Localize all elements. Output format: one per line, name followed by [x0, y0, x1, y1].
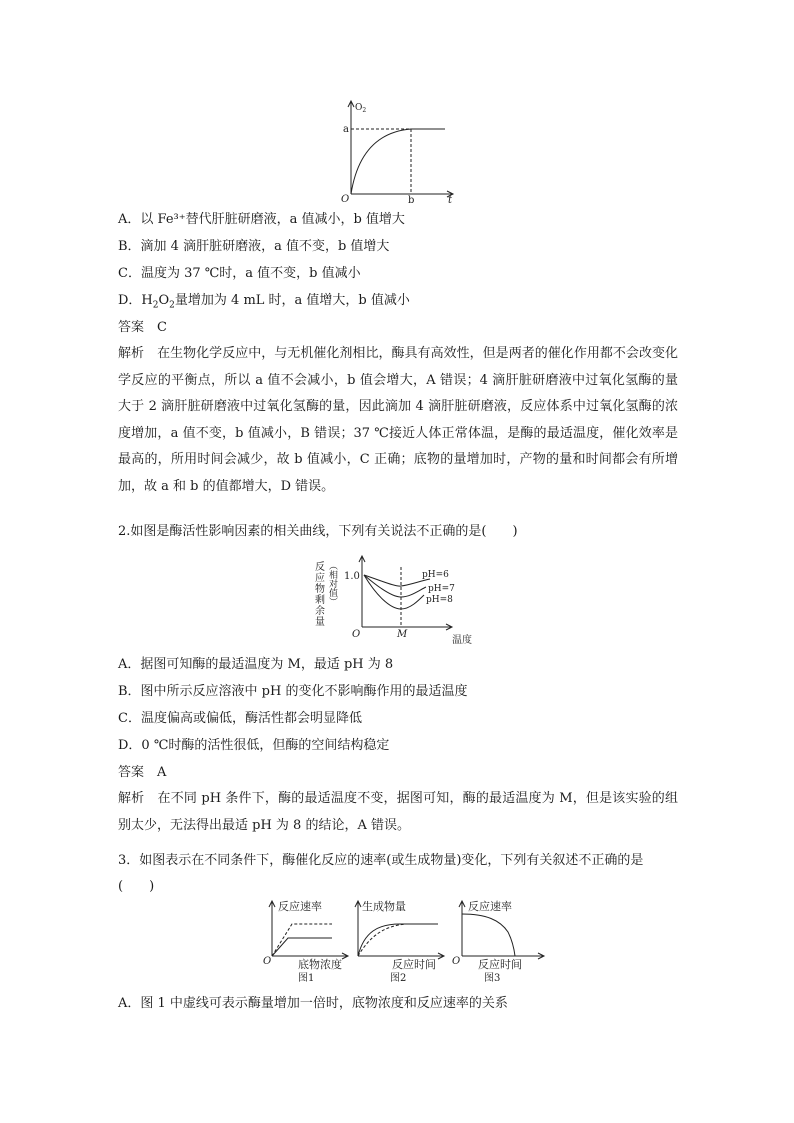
q1-curve [351, 129, 445, 194]
q1-origin: O [341, 194, 350, 204]
q2-series-ph8 [364, 575, 424, 609]
q2-label-ph7: pH=7 [428, 584, 455, 594]
q3-figure-1 [262, 898, 354, 983]
q1-o2-time-figure [335, 96, 460, 204]
q2-option-c: C．温度偏高或偏低，酶活性都会明显降低 [118, 711, 362, 726]
q1-option-d: D．$H_2O_2$量增加为 4 mL 时，a 值增大，b 值减小 [118, 293, 410, 311]
q2-ylabel-unit: （相对值） [327, 561, 337, 606]
q3f1-ylabel: 反应速率 [278, 900, 322, 913]
q3f3-ylabel: 反应速率 [468, 900, 512, 913]
q2-ytick: 1.0 [344, 571, 360, 582]
q1-option-b: B．滴加 4 滴肝脏研磨液，a 值不变，b 值增大 [118, 239, 390, 254]
q3f3-origin: O [452, 956, 461, 967]
q3f3-caption: 图3 [484, 973, 501, 983]
q3-option-a: A．图 1 中虚线可表示酶量增加一倍时，底物浓度和反应速率的关系 [118, 996, 508, 1011]
q1-a-mark: a [343, 124, 349, 135]
q3f3-xlabel: 反应时间 [478, 958, 522, 971]
q2-answer: 答案 A [118, 765, 167, 780]
q2-stem: 2.如图是酶活性影响因素的相关曲线，下列有关说法不正确的是( ) [118, 524, 518, 539]
q3-stem: 3．如图表示在不同条件下，酶催化反应的速率(或生成物量)变化，下列有关叙述不正确的是 [118, 853, 644, 868]
q3f1-dashed-line [272, 924, 332, 956]
q2-option-a: A．据图可知酶的最适温度为 M，最适 pH 为 8 [118, 657, 394, 672]
q3-figure-3 [452, 898, 548, 983]
q3f1-xlabel: 底物浓度 [298, 958, 342, 971]
q3f2-dashed-curve [358, 924, 406, 956]
q1-b-mark: b [408, 195, 415, 204]
q2-origin: O [352, 629, 361, 640]
q1-answer: 答案 C [118, 320, 167, 335]
q2-ylabel: 反应物剩余量 [312, 561, 324, 627]
q3f2-ylabel: 生成物量 [362, 900, 406, 913]
q3f1-caption: 图1 [298, 973, 315, 983]
q1-option-a: A．以 Fe³⁺替代肝脏研磨液，a 值减小，b 值增大 [118, 212, 405, 227]
q1-t-label: t [448, 195, 453, 204]
q3-stem-bracket: ( ) [118, 879, 155, 894]
q3f1-origin: O [263, 956, 272, 967]
q1-y-axis-label: $O_2$ [355, 103, 367, 114]
q2-xlabel: 温度 [452, 635, 472, 645]
q1-analysis: 解析 在生物化学反应中，与无机催化剂相比，酶具有高效性，但是两者的催化作用都不会改变化学反应的平衡点，所以 a 值不会减小，b 值会增大，A 错误；4 滴肝脏研磨液中过氧化氢酶的量大于 2 滴肝脏研磨液中过氧化氢酶的量，因此滴加 4 滴肝脏研磨液，反应体系中过氧化氢酶的浓度增加，a 值不变，b 值减小，B 错误；37 ℃接近人体正常体温，是酶的最适温度，催化效率是最高的，所用时间会减少，故 b 值减小，C 正确；底物的量增加时，产物的量和时间都会有所增加，故 a 和 b 的值都增大，D 错误。 [118, 346, 678, 494]
q3f2-xlabel: 反应时间 [392, 958, 436, 971]
q3f2-solid-curve [358, 924, 438, 956]
q2-series-ph6 [364, 575, 430, 586]
q2-label-ph6: pH=6 [422, 570, 449, 580]
q1-option-c: C．温度为 37 ℃时，a 值不变，b 值减小 [118, 266, 361, 281]
q2-enzyme-activity-figure [312, 555, 482, 645]
q2-option-b: B．图中所示反应溶液中 pH 的变化不影响酶作用的最适温度 [118, 684, 468, 699]
q3-figure-2 [350, 898, 448, 983]
q2-label-ph8: pH=8 [426, 595, 453, 605]
q3f2-caption: 图2 [390, 973, 407, 983]
q2-option-d: D．0 ℃时酶的活性很低，但酶的空间结构稳定 [118, 738, 390, 753]
q2-m-mark: M [397, 629, 408, 640]
q2-analysis: 解析 在不同 pH 条件下，酶的最适温度不变，据图可知，酶的最适温度为 M，但是该实验的组别太少，无法得出最适 pH 为 8 的结论，A 错误。 [118, 791, 678, 833]
q3f3-curve [462, 914, 515, 956]
